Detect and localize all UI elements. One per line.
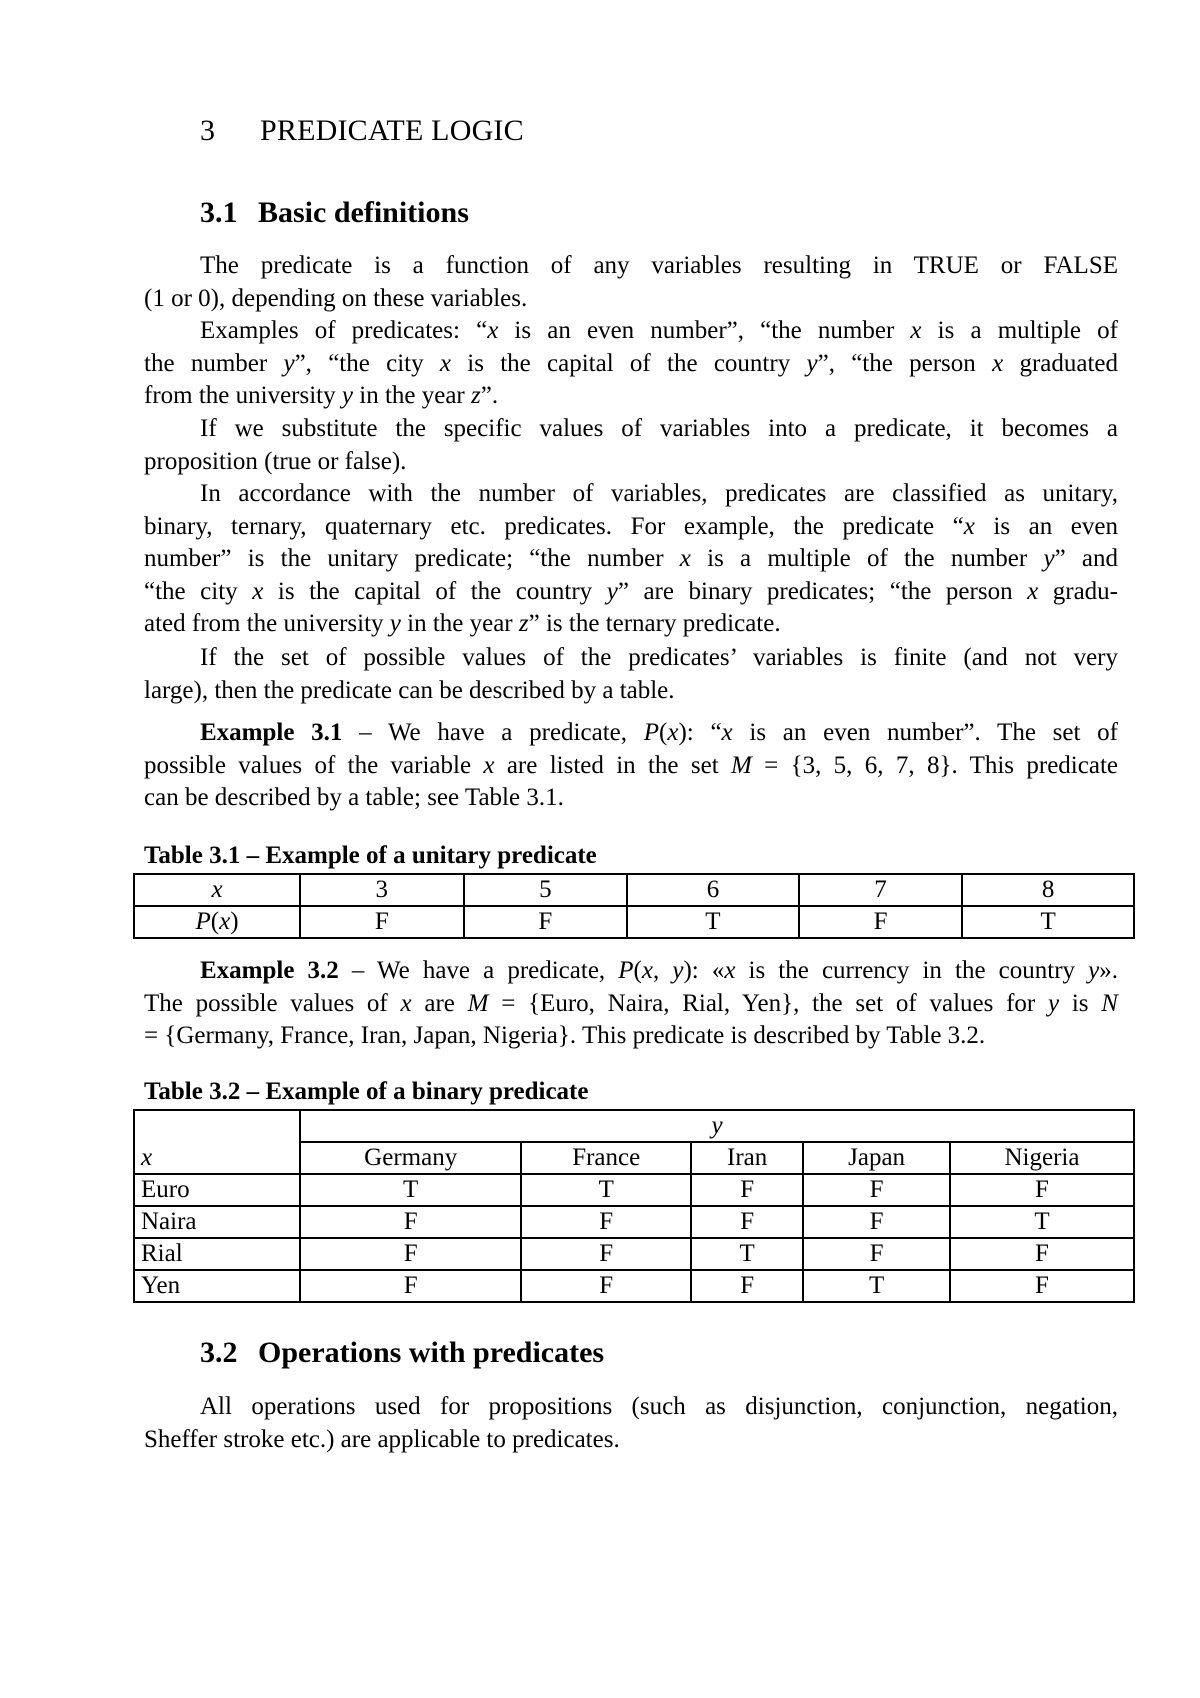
- table-cell: T: [962, 906, 1134, 938]
- text-line: If the set of possible values of the predicates’ variables is finite (and not very: [200, 644, 1118, 671]
- section-number: 3.2: [200, 1336, 238, 1369]
- text-line: the number y”, “the city x is the capital of the country y”, “the person x graduated: [144, 349, 1119, 377]
- table-cell: F: [300, 906, 464, 938]
- table-row-label: Yen: [134, 1270, 300, 1302]
- table-y-header: y: [300, 1110, 1134, 1142]
- table-row-label: Euro: [134, 1174, 300, 1206]
- table-header-cell: 7: [799, 874, 963, 906]
- table-row: [134, 1174, 1134, 1206]
- section-title: Operations with predicates: [258, 1336, 605, 1369]
- paragraph-operations: [144, 1391, 1118, 1456]
- table-cell: F: [464, 906, 628, 938]
- paragraph-example-3-2: [144, 955, 1118, 1053]
- table-cell: F: [300, 1206, 521, 1238]
- text-line: (1 or 0), depending on these variables.: [144, 284, 528, 312]
- table-cell: F: [803, 1206, 950, 1238]
- table-cell: T: [803, 1270, 950, 1302]
- text-line: binary, ternary, quaternary etc. predicates. For example, the predicate “x is an even: [144, 512, 1118, 540]
- table-header-cell: 8: [962, 874, 1134, 906]
- table-cell: T: [950, 1206, 1134, 1238]
- table-caption-3-1: Table 3.1 – Example of a unitary predicate: [144, 842, 597, 869]
- table-header-cell: France: [521, 1142, 691, 1174]
- table-cell: F: [950, 1270, 1134, 1302]
- text-line: ated from the university y in the year z” is the ternary predicate.: [144, 610, 781, 638]
- section-heading-3-2: [200, 1336, 604, 1370]
- text-line: Example 3.2 – We have a predicate, P(x, y): «x is the currency in the country y».: [200, 957, 1118, 984]
- table-header-cell: Nigeria: [950, 1142, 1134, 1174]
- table-cell: T: [627, 906, 799, 938]
- text-line: If we substitute the specific values of variables into a predicate, it becomes a: [200, 415, 1118, 442]
- table-cell: F: [803, 1238, 950, 1270]
- paragraph-example-3-1: [144, 717, 1118, 815]
- table-cell: F: [950, 1174, 1134, 1206]
- table-cell: F: [300, 1238, 521, 1270]
- table-row: [134, 1142, 1134, 1174]
- example-label: Example 3.2: [200, 957, 339, 984]
- text-line: The predicate is a function of any variables resulting in TRUE or FALSE: [200, 252, 1118, 279]
- example-label: Example 3.1: [200, 719, 343, 746]
- text-line: Sheffer stroke etc.) are applicable to predicates.: [144, 1425, 620, 1453]
- section-heading-3-1: [200, 196, 469, 230]
- section-title: Basic definitions: [258, 196, 469, 229]
- table-row-label: Naira: [134, 1206, 300, 1238]
- table-cell: F: [521, 1238, 691, 1270]
- section-number: 3.1: [200, 196, 238, 229]
- table-row: [134, 1238, 1134, 1270]
- table-header-cell: Germany: [300, 1142, 521, 1174]
- text-line: proposition (true or false).: [144, 447, 407, 475]
- table-row-label: P(x): [134, 906, 300, 938]
- text-line: Example 3.1 – We have a predicate, P(x): “x is an even number”. The set of: [200, 719, 1118, 746]
- table-cell: T: [300, 1174, 521, 1206]
- paragraph-predicate-examples: [144, 315, 1118, 413]
- table-header-cell: Iran: [691, 1142, 803, 1174]
- table-header-cell: x: [134, 874, 300, 906]
- chapter-heading: [200, 114, 524, 148]
- table-cell: F: [300, 1270, 521, 1302]
- paragraph-classification: [144, 478, 1118, 641]
- table-cell: F: [950, 1238, 1134, 1270]
- table-unitary-predicate: [133, 873, 1135, 939]
- chapter-number: 3: [200, 114, 216, 147]
- table-cell: F: [521, 1206, 691, 1238]
- table-row: [134, 874, 1134, 906]
- table-header-cell: 3: [300, 874, 464, 906]
- paragraph-substitution: [144, 413, 1118, 478]
- text-line: large), then the predicate can be described by a table.: [144, 676, 675, 704]
- text-line: can be described by a table; see Table 3.1.: [144, 784, 564, 812]
- text-line: The possible values of x are M = {Euro, Naira, Rial, Yen}, the set of values for y is N: [144, 989, 1118, 1017]
- table-cell: F: [691, 1270, 803, 1302]
- table-binary-predicate: [133, 1109, 1135, 1303]
- table-row: [134, 906, 1134, 938]
- text-line: number” is the unitary predicate; “the number x is a multiple of the number y” and: [144, 545, 1119, 573]
- table-cell: F: [803, 1174, 950, 1206]
- text-line: All operations used for propositions (such as disjunction, conjunction, negation,: [200, 1393, 1118, 1420]
- text-line: from the university y in the year z”.: [144, 382, 499, 410]
- chapter-title: PREDICATE LOGIC: [260, 114, 524, 147]
- table-row: [134, 1270, 1134, 1302]
- table-cell: F: [691, 1206, 803, 1238]
- paragraph-table-description: [144, 642, 1118, 707]
- table-row-label: Rial: [134, 1238, 300, 1270]
- text-line: In accordance with the number of variables, predicates are classified as unitary,: [200, 480, 1118, 507]
- table-x-header: x: [134, 1142, 300, 1174]
- table-cell: F: [799, 906, 963, 938]
- table-cell: T: [521, 1174, 691, 1206]
- text-line: “the city x is the capital of the country y” are binary predicates; “the person x gradu-: [144, 577, 1119, 605]
- table-cell: F: [691, 1174, 803, 1206]
- table-header-cell: 6: [627, 874, 799, 906]
- table-cell: T: [691, 1238, 803, 1270]
- table-header-cell: Japan: [803, 1142, 950, 1174]
- text-line: Examples of predicates: “x is an even number”, “the number x is a multiple of: [200, 317, 1118, 344]
- table-row: [134, 1206, 1134, 1238]
- table-corner-cell: [134, 1110, 300, 1142]
- table-caption-3-2: Table 3.2 – Example of a binary predicate: [144, 1078, 589, 1105]
- text-line: = {Germany, France, Iran, Japan, Nigeria}. This predicate is described by Table 3.2.: [144, 1022, 986, 1050]
- table-header-cell: 5: [464, 874, 628, 906]
- table-row: [134, 1110, 1134, 1142]
- paragraph-predicate-definition: [144, 250, 1118, 315]
- table-cell: F: [521, 1270, 691, 1302]
- text-line: possible values of the variable x are listed in the set M = {3, 5, 6, 7, 8}. This predicate: [144, 751, 1118, 779]
